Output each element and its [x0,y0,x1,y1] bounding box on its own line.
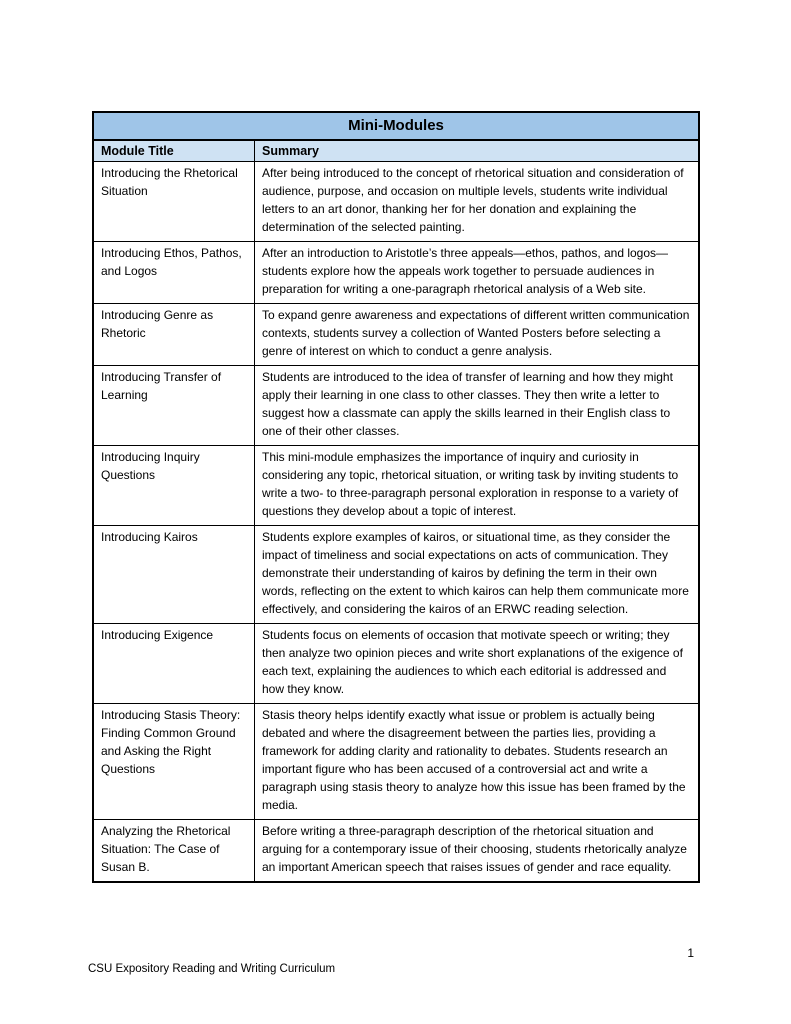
mini-modules-table [92,111,700,883]
module-title-cell: Introducing Genre as Rhetoric [101,308,214,340]
module-title-cell: Introducing Kairos [101,530,198,544]
module-title-cell: Introducing Inquiry Questions [101,450,200,482]
module-title-cell: Introducing the Rhetorical Situation [101,166,238,198]
table-title: Mini-Modules [94,113,698,141]
table-row [94,304,698,366]
summary-cell: After an introduction to Aristotle’s three appeals—ethos, pathos, and logos—students explore how the appeals work together to persuade audiences in preparation for writing a one-paragraph rhetorical analysis of a Web site. [262,246,669,296]
footer-document-title: CSU Expository Reading and Writing Curriculum [88,963,336,975]
table-row [94,242,698,304]
column-header-summary: Summary [262,144,319,158]
summary-cell: Stasis theory helps identify exactly what issue or problem is actually being debated and where the disagreement between the parties lies, providing a framework for adding clarity and rationality to debates. Students research an important figure who has been accused of a controversial act and write a paragraph using stasis theory to analyze how this issue has been framed by the media. [262,708,686,812]
table-row [94,624,698,704]
column-header-module-title: Module Title [94,141,255,161]
summary-cell: Students focus on elements of occasion that motivate speech or writing; they then analyze two opinion pieces and write short explanations of the exigence of each text, explaining the audiences to which each editorial is addressed and how they know. [262,628,683,696]
table-row [94,162,698,242]
table-row [94,446,698,526]
summary-cell: Students explore examples of kairos, or situational time, as they consider the impact of timeliness and social expectations on acts of communication. They demonstrate their understanding of kairos by defining the term in their own words, reflecting on the extent to which kairos can help them communicate more effectively, and considering the kairos of an ERWC reading selection. [262,530,689,616]
summary-cell: This mini-module emphasizes the importance of inquiry and curiosity in considering any topic, rhetorical situation, or writing task by inviting students to write a two- to three-paragraph personal exploration in response to a variety of questions they develop about a topic of interest. [262,450,679,518]
table-row [94,366,698,446]
module-title-cell: Introducing Ethos, Pathos, and Logos [101,246,242,278]
module-title-cell: Analyzing the Rhetorical Situation: The Case of Susan B. [101,824,231,874]
summary-cell: After being introduced to the concept of rhetorical situation and consideration of audience, purpose, and occasion on multiple levels, students write individual letters to an art donor, thanking her for her donation and explaining the determination of the selected painting. [262,166,684,234]
table-row [94,820,698,881]
table-row [94,526,698,624]
module-title-cell: Introducing Stasis Theory: Finding Common Ground and Asking the Right Questions [101,708,241,776]
summary-cell: Students are introduced to the idea of transfer of learning and how they might apply their learning in one class to other classes. They then write a letter to suggest how a classmate can apply the skills learned in their English class to one of their other classes. [262,370,673,438]
module-title-cell: Introducing Exigence [101,628,214,642]
summary-cell: Before writing a three-paragraph description of the rhetorical situation and arguing for a contemporary issue of their choosing, students rhetorically analyze an important American speech that raises issues of gender and race equality. [262,824,687,874]
table-row [94,704,698,820]
summary-cell: To expand genre awareness and expectations of different written communication contexts, students survey a collection of Wanted Posters before selecting a genre of interest on which to conduct a genre analysis. [262,308,690,358]
module-title-cell: Introducing Transfer of Learning [101,370,222,402]
page-number: 1 [687,946,694,960]
table-header-row [94,141,698,162]
